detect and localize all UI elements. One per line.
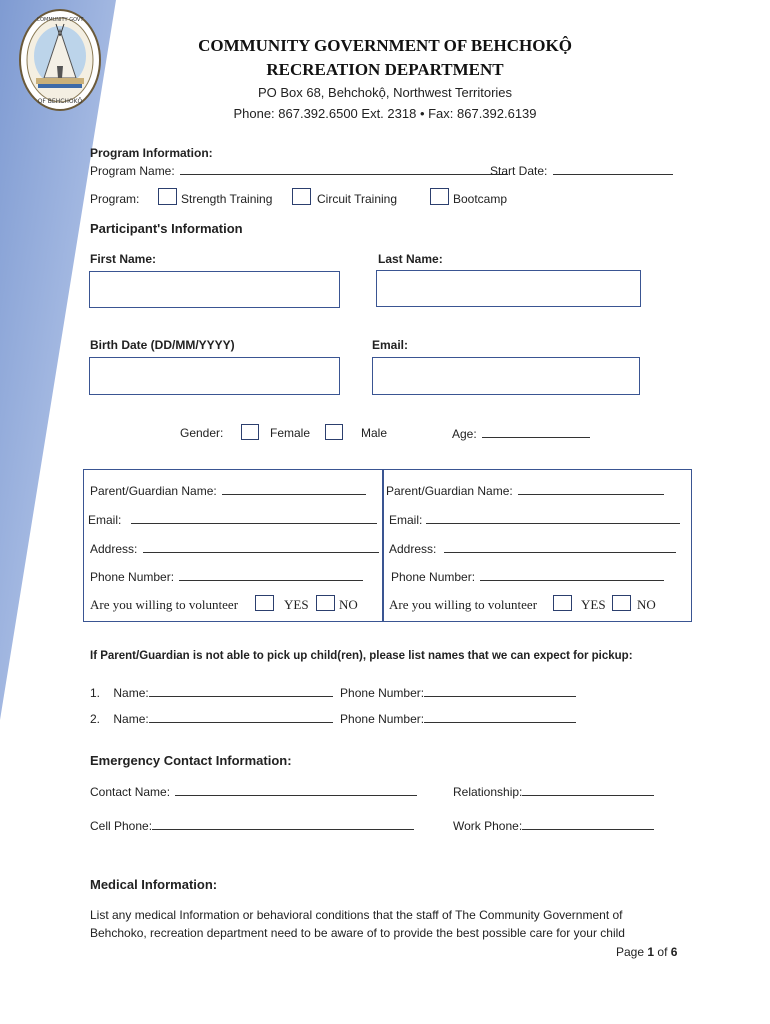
guardian1-name-label: Parent/Guardian Name: bbox=[90, 484, 217, 498]
guardian1-yes-checkbox[interactable] bbox=[255, 595, 274, 611]
guardian1-name-line[interactable] bbox=[222, 483, 366, 495]
contact-name-line[interactable] bbox=[175, 784, 417, 796]
guardian2-volunteer-label: Are you willing to volunteer bbox=[389, 597, 538, 612]
first-name-field[interactable] bbox=[89, 271, 340, 308]
pickup-1-name-label: Name: bbox=[113, 686, 149, 700]
guardian1-yes-label: YES bbox=[284, 597, 309, 612]
pickup-1-phone-label: Phone Number: bbox=[340, 686, 425, 700]
phone-fax-line: Phone: 867.392.6500 Ext. 2318 • Fax: 867.392.6139 bbox=[233, 106, 537, 121]
first-name-label: First Name: bbox=[90, 252, 157, 266]
guardian1-address-label: Address: bbox=[90, 542, 138, 556]
page-total: 6 bbox=[670, 945, 678, 959]
pickup-2-phone-label: Phone Number: bbox=[340, 712, 425, 726]
medical-text-line-2: Behchoko, recreation department need to be aware of to provide the best possible care for your child bbox=[90, 926, 625, 940]
page-number bbox=[616, 945, 677, 959]
guardian1-address-line[interactable] bbox=[143, 541, 379, 553]
page-of-word: of bbox=[657, 945, 668, 959]
strength-training-checkbox[interactable] bbox=[158, 188, 177, 205]
address-line: PO Box 68, Behchokộ, Northwest Territories bbox=[257, 85, 513, 100]
start-date-row bbox=[490, 163, 673, 178]
program-name-label: Program Name: bbox=[90, 164, 175, 178]
birth-date-label: Birth Date (DD/MM/YYYY) bbox=[90, 338, 235, 352]
guardian1-phone-row bbox=[90, 569, 363, 584]
circuit-training-label: Circuit Training bbox=[317, 192, 398, 206]
program-name-row bbox=[90, 163, 508, 178]
org-title: COMMUNITY GOVERNMENT OF BEHCHOKỘ bbox=[198, 36, 572, 55]
guardian1-no-checkbox[interactable] bbox=[316, 595, 335, 611]
guardian1-email-label: Email: bbox=[88, 513, 122, 527]
work-phone-label: Work Phone: bbox=[453, 819, 523, 833]
female-checkbox[interactable] bbox=[241, 424, 259, 440]
last-name-field[interactable] bbox=[376, 270, 641, 307]
page-current: 1 bbox=[647, 945, 655, 959]
guardian1-email-row bbox=[88, 512, 377, 527]
medical-heading: Medical Information: bbox=[90, 877, 218, 892]
program-label: Program: bbox=[90, 192, 140, 206]
work-phone-row bbox=[453, 818, 654, 833]
guardian2-address-line[interactable] bbox=[444, 541, 676, 553]
age-row bbox=[452, 426, 590, 441]
guardian2-name-row bbox=[386, 483, 664, 498]
pickup-1-phone-line[interactable] bbox=[424, 685, 576, 697]
male-label: Male bbox=[361, 426, 388, 440]
relationship-label: Relationship: bbox=[453, 785, 523, 799]
svg-text:COMMUNITY GOVT: COMMUNITY GOVT bbox=[36, 17, 84, 23]
guardian-divider bbox=[382, 469, 384, 622]
guardian2-email-label: Email: bbox=[389, 513, 423, 527]
guardian2-address-label: Address: bbox=[389, 542, 437, 556]
participant-heading: Participant's Information bbox=[90, 221, 243, 236]
start-date-line[interactable] bbox=[553, 163, 673, 175]
guardian1-address-row bbox=[90, 541, 379, 556]
pickup-1-name-line[interactable] bbox=[149, 685, 333, 697]
relationship-row bbox=[453, 784, 654, 799]
bootcamp-label: Bootcamp bbox=[453, 192, 508, 206]
work-phone-line[interactable] bbox=[522, 818, 654, 830]
program-name-line[interactable] bbox=[180, 163, 508, 175]
guardian1-email-line[interactable] bbox=[131, 512, 377, 524]
svg-text:OF BEHCHOKỘ: OF BEHCHOKỘ bbox=[37, 98, 83, 105]
pickup-1-number: 1. bbox=[90, 686, 101, 700]
pickup-2-number: 2. bbox=[90, 712, 101, 726]
female-label: Female bbox=[270, 426, 311, 440]
guardian2-phone-label: Phone Number: bbox=[391, 570, 476, 584]
birth-date-field[interactable] bbox=[89, 357, 340, 395]
male-checkbox[interactable] bbox=[325, 424, 343, 440]
guardian1-name-row bbox=[90, 483, 366, 498]
guardian2-name-label: Parent/Guardian Name: bbox=[386, 484, 513, 498]
guardian2-no-checkbox[interactable] bbox=[612, 595, 631, 611]
relationship-line[interactable] bbox=[522, 784, 654, 796]
guardian1-no-label: NO bbox=[339, 597, 358, 612]
pickup-heading: If Parent/Guardian is not able to pick up child(ren), please list names that we can expect for pickup: bbox=[90, 650, 633, 662]
cell-phone-row bbox=[90, 818, 414, 833]
guardian2-name-line[interactable] bbox=[518, 483, 664, 495]
emergency-heading: Emergency Contact Information: bbox=[90, 753, 292, 768]
contact-name-label: Contact Name: bbox=[90, 785, 171, 799]
medical-text-line-1: List any medical Information or behavioral conditions that the staff of The Community Government of bbox=[90, 908, 623, 922]
cell-phone-line[interactable] bbox=[152, 818, 414, 830]
guardian2-email-row bbox=[389, 512, 680, 527]
pickup-row-2 bbox=[90, 711, 576, 726]
email-field[interactable] bbox=[372, 357, 640, 395]
cell-phone-label: Cell Phone: bbox=[90, 819, 153, 833]
guardian2-email-line[interactable] bbox=[426, 512, 680, 524]
guardian2-yes-checkbox[interactable] bbox=[553, 595, 572, 611]
guardian1-phone-label: Phone Number: bbox=[90, 570, 175, 584]
pickup-2-phone-line[interactable] bbox=[424, 711, 576, 723]
contact-name-row bbox=[90, 784, 417, 799]
start-date-label: Start Date: bbox=[490, 164, 548, 178]
age-line[interactable] bbox=[482, 426, 590, 438]
email-label: Email: bbox=[372, 338, 409, 352]
strength-training-label: Strength Training bbox=[181, 192, 273, 206]
gender-label: Gender: bbox=[180, 426, 224, 440]
pickup-row-1 bbox=[90, 685, 576, 700]
guardian2-yes-label: YES bbox=[581, 597, 606, 612]
pickup-2-name-line[interactable] bbox=[149, 711, 333, 723]
guardian2-address-row bbox=[389, 541, 676, 556]
guardian2-phone-row bbox=[391, 569, 664, 584]
last-name-label: Last Name: bbox=[378, 252, 443, 266]
age-label: Age: bbox=[452, 427, 477, 441]
circuit-training-checkbox[interactable] bbox=[292, 188, 311, 205]
bootcamp-checkbox[interactable] bbox=[430, 188, 449, 205]
guardian2-no-label: NO bbox=[637, 597, 656, 612]
guardian2-phone-line[interactable] bbox=[480, 569, 664, 581]
program-info-heading: Program Information: bbox=[90, 146, 213, 160]
guardian1-volunteer-label: Are you willing to volunteer bbox=[90, 597, 239, 612]
page-word: Page bbox=[616, 945, 645, 959]
guardian1-phone-line[interactable] bbox=[179, 569, 363, 581]
dept-title: RECREATION DEPARTMENT bbox=[266, 60, 504, 79]
pickup-2-name-label: Name: bbox=[113, 712, 149, 726]
